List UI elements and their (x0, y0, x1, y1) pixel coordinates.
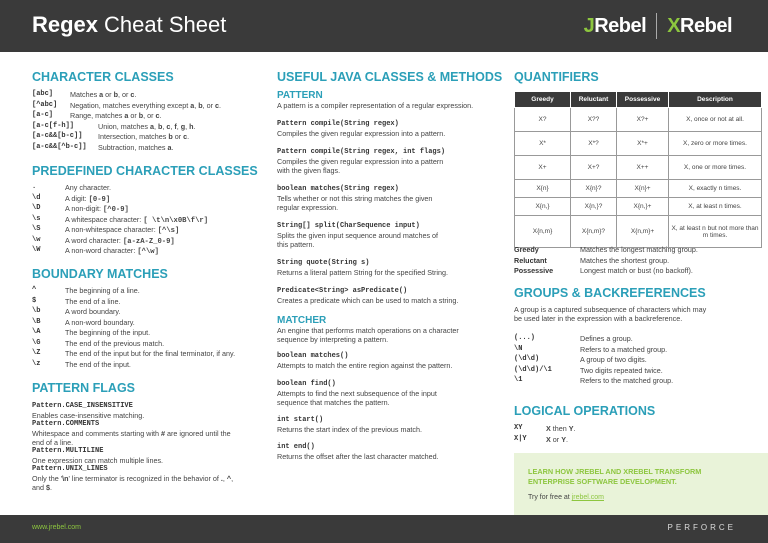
table-row (515, 180, 762, 198)
method-signature: Pattern compile(String regex, int flags) (277, 148, 446, 156)
flag-name: Pattern.CASE_INSENSITIVE (32, 402, 133, 410)
method-description: Compiles the given regular expression into a pattern. (277, 129, 446, 138)
list-item: [abc] Matches a or b, or c. (32, 90, 137, 99)
method-signature: int start() (277, 416, 324, 424)
groups-description-line: A group is a captured subsequence of characters which may (514, 305, 707, 314)
table-cell: X{n,}+ (617, 198, 669, 216)
list-item: \A The beginning of the input. (32, 328, 151, 337)
jrebel-logo[interactable]: JRebel (583, 14, 647, 37)
perforce-logo: PERFORCE (667, 523, 736, 532)
table-row (515, 132, 762, 156)
list-item: \D A non-digit: [^0-9] (32, 204, 129, 214)
pattern-flags-list (32, 402, 272, 492)
table-cell: X?+ (617, 108, 669, 132)
table-cell: X{n,m}? (571, 216, 617, 248)
table-cell: X, exactly n times. (669, 180, 762, 198)
pattern-subheading: PATTERN (277, 90, 323, 101)
table-cell: X, zero or more times. (669, 132, 762, 156)
logo-divider (656, 13, 657, 39)
list-item: XY X then Y. (514, 424, 576, 433)
method-signature: boolean find() (277, 380, 336, 388)
list-item: $ The end of a line. (32, 296, 121, 306)
list-item: \Z The end of the input but for the final terminator, if any. (32, 349, 236, 358)
method-description: Compiles the given regular expression into a pattern (277, 157, 444, 166)
table-row (515, 108, 762, 132)
method-signature: Predicate<String> asPredicate() (277, 287, 408, 295)
method-signature: boolean matches() (277, 352, 349, 360)
column-header: Greedy (515, 92, 571, 108)
list-item: \N Refers to a matched group. (514, 344, 668, 354)
list-item: (\d\d)/\1 Two digits repeated twice. (514, 365, 663, 375)
flag-description: One expression can match multiple lines. (32, 456, 164, 465)
table-cell: X, once or not at all. (669, 108, 762, 132)
pattern-flags-heading: PATTERN FLAGS (32, 381, 136, 395)
flag-name: Pattern.COMMENTS (32, 420, 100, 428)
flag-name: Pattern.UNIX_LINES (32, 465, 108, 473)
predefined-classes-heading: PREDEFINED CHARACTER CLASSES (32, 164, 258, 178)
column-header: Possessive (617, 92, 669, 108)
table-cell: X*? (571, 132, 617, 156)
pattern-methods (277, 101, 507, 305)
list-item: \s A whitespace character: [ \t\n\x0B\f\r] (32, 214, 209, 225)
header-bar (0, 0, 768, 52)
table-cell: X{n,m} (515, 216, 571, 248)
flag-name: Pattern.MULTILINE (32, 447, 104, 455)
flag-description: end of a line. (32, 438, 74, 447)
table-row (515, 216, 762, 248)
column-header: Description (669, 92, 762, 108)
list-item: [a-c] Range, matches a or b, or c. (32, 111, 162, 120)
predefined-classes-list (32, 183, 267, 257)
table-header-row (515, 92, 762, 108)
promo-cta: Try for free at jrebel.com (528, 494, 604, 501)
method-signature: int end() (277, 443, 315, 451)
list-item: X|Y X or Y. (514, 434, 568, 444)
table-cell: X{n,} (515, 198, 571, 216)
table-cell: X*+ (617, 132, 669, 156)
flag-description: Whitespace and comments starting with # are ignored until the (32, 429, 231, 438)
flag-description: Only the '\n' line terminator is recognized in the behavior of ., ^, (32, 474, 234, 483)
boundary-matches-heading: BOUNDARY MATCHES (32, 267, 168, 281)
jrebel-link[interactable]: jrebel.com (571, 494, 604, 501)
table-row (515, 156, 762, 180)
table-cell: X, one or more times. (669, 156, 762, 180)
groups-list (514, 334, 764, 387)
method-description: Returns a literal pattern String for the specified String. (277, 268, 448, 277)
matcher-description: sequence by interpreting a pattern. (277, 335, 389, 344)
groups-description-line: be used later in the expression with a backreference. (514, 314, 683, 323)
list-item: Greedy Matches the longest matching group. (514, 245, 698, 254)
list-item: \z The end of the input. (32, 359, 131, 369)
list-item: \1 Refers to the matched group. (514, 376, 674, 385)
list-item: Possessive Longest match or bust (no backoff). (514, 266, 693, 275)
method-description: Attempts to find the next subsequence of the input (277, 389, 437, 398)
pattern-description: A pattern is a compiler representation of a regular expression. (277, 101, 474, 110)
table-cell: X, at least n times. (669, 198, 762, 216)
xrebel-logo[interactable]: XRebel (667, 14, 732, 37)
list-item: \G The end of the previous match. (32, 338, 165, 348)
list-item: \w A word character: [a-zA-Z_0-9] (32, 235, 175, 246)
method-signature: boolean matches(String regex) (277, 185, 399, 193)
table-cell: X+? (571, 156, 617, 180)
matcher-description: An engine that performs match operations on a character (277, 326, 459, 335)
list-item: (...) Defines a group. (514, 334, 633, 343)
quantifiers-table (514, 91, 762, 248)
table-cell: X+ (515, 156, 571, 180)
list-item: \b A word boundary. (32, 307, 121, 316)
quantifiers-heading: QUANTIFIERS (514, 70, 599, 84)
list-item: \S A non-whitespace character: [^\s] (32, 225, 180, 235)
table-row (515, 198, 762, 216)
table-cell: X{n}? (571, 180, 617, 198)
table-cell: X{n} (515, 180, 571, 198)
method-description: Splits the given input sequence around matches of (277, 231, 439, 240)
footer-bar (0, 515, 768, 543)
logical-operations-list (514, 424, 764, 445)
method-description: Creates a predicate which can be used to match a string. (277, 296, 459, 305)
matcher-methods (277, 326, 507, 461)
method-description: regular expression. (277, 203, 339, 212)
method-description: this pattern. (277, 240, 315, 249)
promo-headline: LEARN HOW JREBEL AND XREBEL TRANSFORM ENTERPRISE SOFTWARE DEVELOPMENT. (528, 467, 702, 486)
list-item: Reluctant Matches the shortest group. (514, 255, 670, 265)
table-cell: X?? (571, 108, 617, 132)
list-item: \d A digit: [0-9] (32, 193, 111, 204)
list-item: [a-c&&[b-c]] Intersection, matches b or c. (32, 132, 190, 141)
list-item: [a-c[f-h]] Union, matches a, b, c, f, g, h. (32, 121, 196, 131)
method-description: with the given flags. (277, 166, 341, 175)
list-item: (\d\d) A group of two digits. (514, 355, 647, 364)
method-description: Attempts to match the entire region against the pattern. (277, 361, 453, 370)
flag-description: and $. (32, 483, 52, 492)
method-description: sequence that matches the pattern. (277, 398, 390, 407)
logical-operations-heading: LOGICAL OPERATIONS (514, 404, 656, 418)
method-description: Tells whether or not this string matches the given (277, 194, 433, 203)
method-signature: String quote(String s) (277, 259, 370, 267)
table-cell: X? (515, 108, 571, 132)
list-item: [^abc] Negation, matches everything except a, b, or c. (32, 100, 222, 110)
method-description: Returns the start index of the previous match. (277, 425, 423, 434)
list-item: \B A non-word boundary. (32, 317, 135, 327)
character-classes-heading: CHARACTER CLASSES (32, 70, 174, 84)
table-cell: X* (515, 132, 571, 156)
list-item: ^ The beginning of a line. (32, 286, 140, 295)
method-description: Returns the offset after the last character matched. (277, 452, 439, 461)
column-header: Reluctant (571, 92, 617, 108)
boundary-matches-list (32, 286, 267, 370)
list-item: . Any character. (32, 183, 111, 192)
flag-description: Enables case-insensitive matching. (32, 411, 145, 420)
table-cell: X++ (617, 156, 669, 180)
matcher-subheading: MATCHER (277, 315, 327, 326)
table-cell: X, at least n but not more than m times. (669, 216, 762, 248)
list-item: \W A non-word character: [^\w] (32, 246, 159, 256)
method-signature: Pattern compile(String regex) (277, 120, 399, 128)
table-cell: X{n}+ (617, 180, 669, 198)
method-signature: String[] split(CharSequence input) (277, 222, 420, 230)
promo-banner (514, 453, 768, 515)
brand-logos (584, 13, 732, 39)
groups-description (514, 305, 764, 323)
page-title: Regex Cheat Sheet (32, 12, 227, 37)
list-item: [a-c&&[^b-c]] Subtraction, matches a. (32, 142, 174, 152)
character-classes-list (32, 90, 267, 153)
java-classes-heading: USEFUL JAVA CLASSES & METHODS (277, 70, 503, 84)
table-cell: X{n,}? (571, 198, 617, 216)
groups-heading: GROUPS & BACKREFERENCES (514, 286, 706, 300)
footer-url-link[interactable]: www.jrebel.com (32, 524, 82, 531)
table-cell: X{n,m}+ (617, 216, 669, 248)
quantifier-legend (514, 245, 764, 277)
